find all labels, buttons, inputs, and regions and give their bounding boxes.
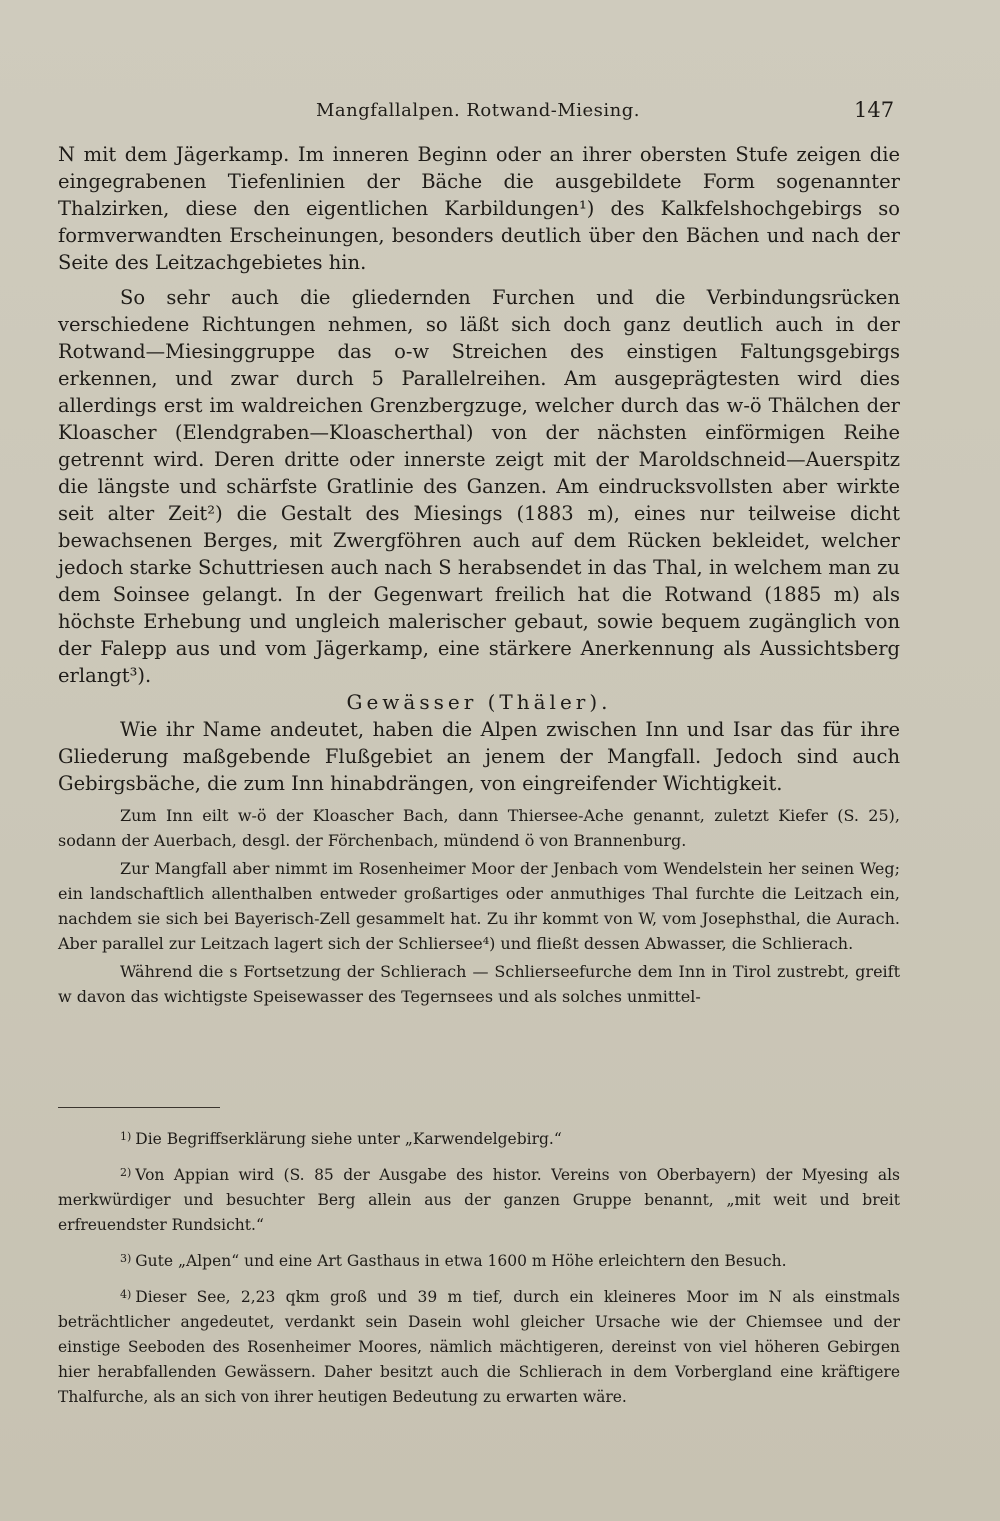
footnote-number: 1) bbox=[120, 1130, 132, 1143]
small-print-block bbox=[58, 803, 900, 1009]
page-number: 147 bbox=[854, 98, 895, 122]
small-paragraph: Zur Mangfall aber nimmt im Rosenheimer Moor der Jenbach vom Wendelstein her seinen Weg; ein landschaftlich allenthalben entweder großartiges oder anmuthiges Thal furchte die Leitzach ein, nachdem sie sich bei Bayerisch-Zell gesammelt hat. Zu ihr kommt von W, vom Josephsthal, die Aurach. Aber parallel zur Leitzach lagert sich der Schliersee⁴) und fließt dessen Abwasser, die Schlierach. bbox=[58, 859, 900, 953]
footnote-text: Dieser See, 2,23 qkm groß und 39 m tief, durch ein kleineres Moor im N als einstmals beträchtlicher angedeutet, verdankt sein Dasein wohl gleicher Ursache wie der Chiemsee und der einstige Seeboden des Rosenheimer Moores, nämlich mächtigeren, dereinst von viel höheren Gebirgen hier herabfallenden Gewässern. Daher besitzt auch die Schlierach in dem Vorbergland eine kräftigere Thalfurche, als an sich von ihrer heutigen Bedeutung zu erwarten wäre. bbox=[58, 1288, 900, 1406]
footnote-text: Die Begriffserklärung siehe unter „Karwendelgebirg.“ bbox=[135, 1130, 562, 1148]
footnote bbox=[58, 1124, 900, 1152]
paragraph: So sehr auch die gliedernden Furchen und die Verbindungsrücken verschiedene Richtungen nehmen, so läßt sich doch ganz deutlich auch in der Rotwand—Miesinggruppe das o-w Streichen des einstigen Faltungsgebirgs erkennen, und zwar durch 5 Parallelreihen. Am ausgeprägtesten wird dies allerdings erst im waldreichen Grenzbergzuge, welcher durch das w-ö Thälchen der Kloascher (Elendgraben—Kloascherthal) von der nächsten einförmigen Reihe getrennt wird. Deren dritte oder innerste zeigt mit der Marold​schneid—Auerspitz die längste und schärfste Gratlinie des Ganzen. Am eindrucksvollsten aber wirkte seit alter Zeit²) die Gestalt des Miesings (1883 m), eines nur teilweise dicht bewachsenen Berges, mit Zwergföhren auch auf dem Rücken bekleidet, welcher jedoch starke Schuttriesen auch nach S herabsendet in das Thal, in welchem man zu dem Soinsee gelangt. In der Gegenwart freilich hat die Rotwand (1885 m) als höchste Erhebung und ungleich malerischer gebaut, sowie bequem zugänglich von der Falepp aus und vom Jägerkamp, eine stärkere Anerkennung als Aussichtsberg erlangt³). bbox=[58, 286, 900, 687]
footnote bbox=[58, 1246, 900, 1274]
footnote-number: 4) bbox=[120, 1288, 132, 1301]
section-heading: Gewässer (Thäler). bbox=[346, 690, 612, 714]
small-paragraph: Zum Inn eilt w-ö der Kloascher Bach, dann Thiersee-Ache genannt, zuletzt Kiefer (S. 25), sodann der Auerbach, desgl. der Förchenbach, mündend ö von Brannenburg. bbox=[58, 806, 900, 850]
footnote-separator bbox=[58, 1107, 220, 1108]
footnote-number: 2) bbox=[120, 1166, 132, 1179]
paragraph: N mit dem Jägerkamp. Im inneren Beginn oder an ihrer obersten Stufe zeigen die eingegrabenen Tiefenlinien der Bäche die ausgebildete Form sogenannter Thalzirken, diese den eigentlichen Karbildungen¹) des Kalkfelshochgebirgs so formverwandten Erscheinungen, besonders deutlich über den Bächen und nach der Seite des Leitzachgebietes hin. bbox=[58, 143, 900, 274]
small-paragraph: Während die s Fortsetzung der Schlierach — Schlierseefurche dem Inn in Tirol zustrebt, greift w davon das wichtigste Speisewasser des Tegernsees und als solches unmittel- bbox=[58, 962, 900, 1006]
footnotes bbox=[58, 1124, 900, 1418]
footnote bbox=[58, 1160, 900, 1238]
running-header bbox=[0, 96, 1000, 126]
paragraph: Wie ihr Name andeutet, haben die Alpen zwischen Inn und Isar das für ihre Gliederung maßgebende Flußgebiet an jenem der Mangfall. Jedoch sind auch Gebirgsbäche, die zum Inn hinabdrängen, von eingreifender Wichtigkeit. bbox=[58, 718, 900, 795]
running-title: Mangfallalpen. Rotwand-Miesing. bbox=[316, 100, 641, 121]
main-text bbox=[58, 141, 900, 1012]
footnote-text: Gute „Alpen“ und eine Art Gasthaus in etwa 1600 m Höhe erleichtern den Besuch. bbox=[135, 1252, 787, 1270]
footnote-text: Von Appian wird (S. 85 der Ausgabe des histor. Vereins von Oberbayern) der Myesing als merkwürdiger und besuchter Berg allein aus der ganzen Gruppe benannt, „mit weit und breit erfreuendster Rundsicht.“ bbox=[58, 1166, 900, 1234]
footnote-number: 3) bbox=[120, 1252, 132, 1265]
footnote bbox=[58, 1282, 900, 1410]
